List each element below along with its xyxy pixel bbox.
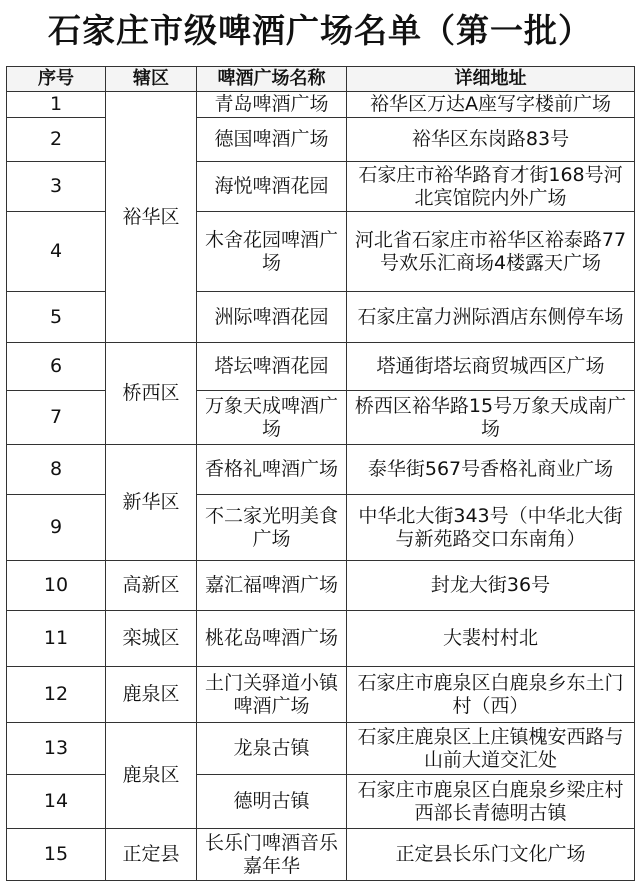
row-address: 桥西区裕华路15号万象天成南广场	[347, 391, 635, 445]
row-no: 10	[7, 561, 106, 611]
row-address: 石家庄市裕华路育才街168号河北宾馆院内外广场	[347, 162, 635, 212]
row-name: 龙泉古镇	[197, 723, 347, 775]
table-row	[7, 667, 635, 723]
page-title: 石家庄市级啤酒广场名单（第一批）	[48, 11, 592, 50]
row-address: 裕华区东岗路83号	[347, 118, 635, 162]
row-address: 泰华街567号香格礼商业广场	[347, 445, 635, 495]
row-no: 14	[7, 775, 106, 829]
row-name: 土门关驿道小镇啤酒广场	[197, 667, 347, 723]
table-row	[7, 723, 635, 775]
table-row	[7, 495, 635, 561]
row-no: 15	[7, 829, 106, 881]
row-address: 石家庄鹿泉区上庄镇槐安西路与山前大道交汇处	[347, 723, 635, 775]
row-name: 海悦啤酒花园	[197, 162, 347, 212]
row-district: 鹿泉区	[106, 723, 197, 829]
table-row	[7, 162, 635, 212]
row-district: 桥西区	[106, 343, 197, 445]
row-no: 1	[7, 92, 106, 118]
row-address: 中华北大街343号（中华北大街与新苑路交口东南角）	[347, 495, 635, 561]
table-header-row	[7, 67, 635, 92]
row-name: 木舍花园啤酒广场	[197, 212, 347, 292]
table-row	[7, 391, 635, 445]
row-address: 塔通街塔坛商贸城西区广场	[347, 343, 635, 391]
row-district: 高新区	[106, 561, 197, 611]
row-address: 河北省石家庄市裕华区裕泰路77号欢乐汇商场4楼露天广场	[347, 212, 635, 292]
row-address: 正定县长乐门文化广场	[347, 829, 635, 881]
row-name: 长乐门啤酒音乐嘉年华	[197, 829, 347, 881]
row-district: 裕华区	[106, 92, 197, 343]
row-no: 9	[7, 495, 106, 561]
header-district: 辖区	[106, 67, 197, 92]
row-name: 嘉汇福啤酒广场	[197, 561, 347, 611]
beer-plaza-table	[6, 66, 635, 881]
row-address: 裕华区万达A座写字楼前广场	[347, 92, 635, 118]
row-name: 洲际啤酒花园	[197, 292, 347, 343]
row-no: 2	[7, 118, 106, 162]
row-name: 德国啤酒广场	[197, 118, 347, 162]
row-address: 石家庄市鹿泉区白鹿泉乡东土门村（西）	[347, 667, 635, 723]
row-name: 万象天成啤酒广场	[197, 391, 347, 445]
row-address: 大裴村村北	[347, 611, 635, 667]
row-no: 7	[7, 391, 106, 445]
row-no: 6	[7, 343, 106, 391]
row-district: 正定县	[106, 829, 197, 881]
row-name: 香格礼啤酒广场	[197, 445, 347, 495]
table-row	[7, 343, 635, 391]
table-row	[7, 775, 635, 829]
row-no: 13	[7, 723, 106, 775]
row-name: 不二家光明美食广场	[197, 495, 347, 561]
row-address: 石家庄市鹿泉区白鹿泉乡梁庄村西部长青德明古镇	[347, 775, 635, 829]
table-row	[7, 561, 635, 611]
row-no: 4	[7, 212, 106, 292]
row-name: 桃花岛啤酒广场	[197, 611, 347, 667]
header-address: 详细地址	[347, 67, 635, 92]
row-no: 8	[7, 445, 106, 495]
table-row	[7, 292, 635, 343]
row-no: 11	[7, 611, 106, 667]
row-name: 青岛啤酒广场	[197, 92, 347, 118]
row-address: 封龙大街36号	[347, 561, 635, 611]
row-district: 新华区	[106, 445, 197, 561]
table-row	[7, 611, 635, 667]
row-name: 塔坛啤酒花园	[197, 343, 347, 391]
row-no: 5	[7, 292, 106, 343]
table-row	[7, 829, 635, 881]
row-district: 鹿泉区	[106, 667, 197, 723]
row-address: 石家庄富力洲际酒店东侧停车场	[347, 292, 635, 343]
table-row	[7, 92, 635, 118]
table-row	[7, 445, 635, 495]
header-no: 序号	[7, 67, 106, 92]
table-row	[7, 212, 635, 292]
table-row	[7, 118, 635, 162]
row-no: 12	[7, 667, 106, 723]
row-district: 栾城区	[106, 611, 197, 667]
row-name: 德明古镇	[197, 775, 347, 829]
header-name: 啤酒广场名称	[197, 67, 347, 92]
row-no: 3	[7, 162, 106, 212]
